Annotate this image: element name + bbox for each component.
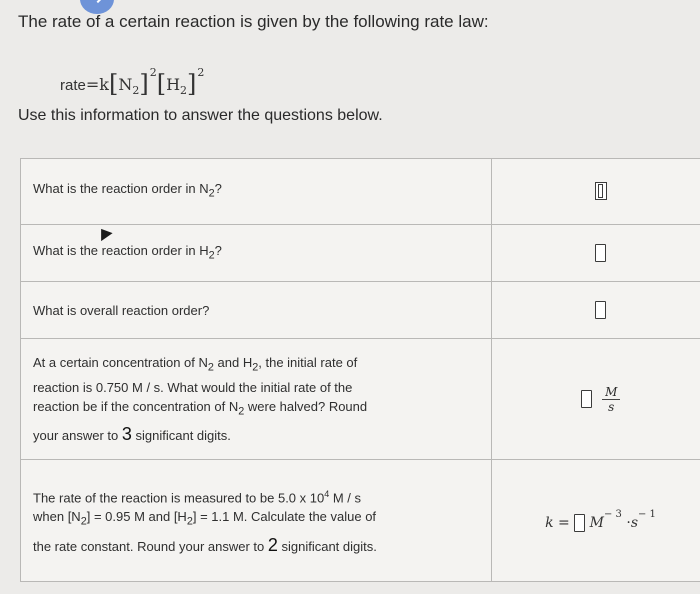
question-1	[21, 159, 492, 225]
question-4	[21, 339, 492, 460]
q5-line2-b: ] = 0.95 M and [H	[86, 509, 187, 525]
rate-constant-symbol: k	[99, 75, 109, 94]
k-unit-m-exponent: − 3	[603, 509, 622, 520]
q5-line2-c: ] = 1.1 M. Calculate the value of	[192, 509, 377, 525]
right-bracket: ]	[139, 70, 149, 98]
q4-line1-sub-a: 2	[207, 362, 214, 374]
q4-line1-c: , the initial rate of	[258, 355, 358, 371]
k-unit-m: M	[589, 515, 604, 531]
question-row-5	[21, 460, 700, 582]
question-3	[21, 282, 492, 339]
rate-label: rate	[60, 77, 86, 94]
q4-line2: reaction is 0.750 M / s. What would the initial rate of the	[33, 380, 353, 395]
q4-sig-figs: 3	[121, 423, 132, 444]
q4-line1-b: and H	[213, 355, 253, 371]
question-1-subscript: 2	[208, 187, 215, 200]
question-5	[21, 460, 492, 582]
rate-unit-fraction	[602, 385, 620, 414]
k-unit-s: s	[630, 515, 638, 531]
question-row-3	[21, 282, 700, 339]
q4-line1-sub-b: 2	[252, 362, 259, 374]
q4-line4-a: your answer to	[33, 427, 122, 443]
k-unit-s-exponent: − 1	[638, 509, 656, 520]
answer-cell-3	[492, 282, 700, 339]
q5-line2-a: when [N	[33, 509, 81, 525]
equals-sign: =	[85, 75, 100, 94]
species-n-exponent: 2	[149, 66, 157, 79]
species-n-subscript: 2	[132, 84, 140, 98]
q5-line3-b: significant digits.	[277, 538, 377, 554]
question-3-text: What is overall reaction order?	[33, 302, 210, 318]
problem-intro: The rate of a certain reaction is given by the following rate law:	[18, 12, 489, 31]
species-h-subscript: 2	[180, 84, 188, 98]
answer-input-overall-order[interactable]	[595, 301, 606, 319]
question-row-2	[21, 225, 700, 282]
answer-cell-4	[492, 339, 700, 460]
question-table	[20, 158, 700, 582]
question-1-suffix: ?	[214, 181, 222, 197]
question-2	[21, 225, 492, 282]
species-n: N	[118, 75, 133, 94]
right-bracket-2: ]	[187, 70, 197, 98]
question-2-suffix: ?	[214, 242, 222, 258]
rate-constant-expression	[545, 509, 656, 531]
answer-input-halved-rate[interactable]	[581, 390, 592, 408]
answer-input-order-n2[interactable]	[595, 182, 607, 200]
q4-line1-a: At a certain concentration of N	[33, 355, 208, 371]
question-2-text: What is the reaction order in H	[33, 242, 209, 258]
q5-line2-sub-b: 2	[186, 515, 193, 528]
unit-denominator: s	[608, 399, 615, 414]
q4-line3-a: reaction be if the concentration of N	[33, 399, 239, 414]
answer-cell-5	[492, 460, 700, 582]
species-h-exponent: 2	[197, 66, 205, 79]
unit-numerator: M	[602, 385, 620, 400]
answer-input-rate-constant[interactable]	[574, 514, 585, 532]
k-equals: =	[558, 515, 570, 531]
question-2-subscript: 2	[208, 249, 215, 262]
species-h: H	[166, 75, 181, 94]
q5-line3-a: the rate constant. Round your answer to	[33, 538, 268, 554]
q4-line3-sub: 2	[238, 405, 245, 418]
q5-line1-a: The rate of the reaction is measured to be 5.0 x 10	[33, 490, 325, 506]
answer-cell-1	[492, 159, 700, 225]
k-unit-dot: ·	[626, 515, 631, 531]
q5-exponent: 4	[324, 489, 330, 500]
q5-sig-figs: 2	[267, 534, 278, 555]
answer-cell-2	[492, 225, 700, 282]
q5-line2-sub-a: 2	[80, 515, 87, 528]
k-label: k	[545, 515, 554, 531]
question-1-text: What is the reaction order in N	[33, 181, 209, 197]
left-bracket: [	[108, 70, 119, 98]
question-row-4	[21, 339, 700, 460]
q4-line4-b: significant digits.	[131, 427, 231, 443]
q5-line1-b: M / s	[329, 490, 362, 506]
question-row-1	[21, 159, 700, 225]
instructions: Use this information to answer the questions below.	[18, 107, 383, 124]
q4-line3-b: were halved? Round	[244, 399, 368, 414]
left-bracket-2: [	[156, 70, 167, 98]
rate-law-equation	[60, 66, 204, 98]
answer-input-order-h2[interactable]	[595, 244, 606, 262]
